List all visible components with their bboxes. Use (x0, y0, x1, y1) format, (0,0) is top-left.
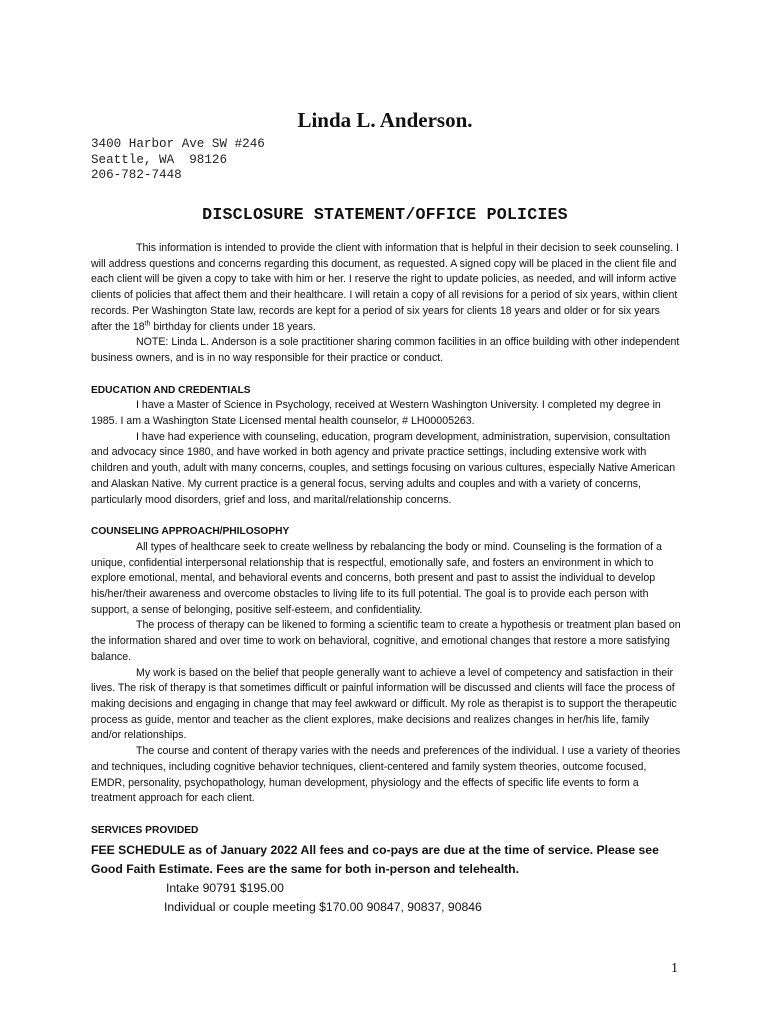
phone-number: 206-782-7448 (91, 168, 182, 182)
approach-paragraph-4: The course and content of therapy varies with the needs and preferences of the individual. I use a variety of theories and techniques, including cognitive behavior techniques, client-centered and family system theories, outcome focused, EMDR, personality, psychopathology, human development, physiology and the effects of specific life events to form a treatment approach for each client. (91, 745, 681, 805)
approach-heading: COUNSELING APPROACH/PHILOSOPHY (91, 526, 290, 538)
education-paragraph-1: I have a Master of Science in Psychology, received at Western Washington University. I completed my degree in 1985. I am a Washington State Licensed mental health counselor, # LH00005263. (91, 399, 661, 428)
intro-text-a: This information is intended to provide the client with information that is helpful in their decision to seek counseling. I will address questions and concerns regarding this document, as requested. A signed copy will be placed in the client file and each client will be given a copy to take with him or her. I reserve the right to update policies, as needed, and will inform active clients of policies that affect them and their healthcare. I will retain a copy of all revisions for a period of six years, within client records. Per Washington State law, records are kept for a period of six years for clients 18 years and older or for six years after the 18 (91, 242, 679, 333)
contact-block (91, 137, 265, 184)
services-heading: SERVICES PROVIDED (91, 824, 199, 836)
address-street: 3400 Harbor Ave SW #246 (91, 137, 265, 151)
intro-text-b: birthday for clients under 18 years. (150, 320, 316, 333)
fee-item-individual: Individual or couple meeting $170.00 90847, 90837, 90846 (164, 899, 482, 914)
note-paragraph: NOTE: Linda L. Anderson is a sole practitioner sharing common facilities in an office building with other independent business owners, and is in no way responsible for their practice or conduct. (91, 336, 680, 364)
intro-paragraph (91, 241, 681, 335)
fee-schedule-heading: FEE SCHEDULE as of January 2022 All fees and co-pays are due at the time of service. Please see Good Faith Estimate. Fees are the same for both in-person and telehealth. (91, 842, 659, 876)
education-heading: EDUCATION AND CREDENTIALS (91, 384, 251, 396)
approach-paragraph-2: The process of therapy can be likened to forming a scientific team to create a hypothesis or treatment plan based on the information shared and over time to work on behavioral, cognitive, and emotional changes that restore a more satisfying balance. (91, 619, 681, 663)
document-body (91, 241, 681, 917)
author-name: Linda L. Anderson. (297, 108, 473, 132)
page-number: 1 (671, 961, 678, 976)
ordinal-suffix: th (144, 319, 151, 327)
approach-paragraph-3: My work is based on the belief that people generally want to achieve a level of competency and satisfaction in their lives. The risk of therapy is that sometimes difficult or painful information will be discussed and clients will face the process of making decisions and engaging in change that may feel awkward or difficult. My role as therapist is to support the therapeutic process as guide, mentor and teacher as the client explores, make decisions and realizes changes in her/his life, family and/or relationships. (91, 666, 677, 742)
approach-paragraph-1: All types of healthcare seek to create wellness by rebalancing the body or mind. Counseling is the formation of a unique, confidential interpersonal relationship that is respectful, emotionally safe, and fosters an environment in which to explore emotional, mental, and behavioral events and concerns, both present and past to assist the individual to develop his/her/their awareness and overcome obstacles to living life to its full potential. The goal is to provide each person with support, a sense of belonging, positive self-esteem, and confidentiality. (91, 540, 662, 616)
document-title: DISCLOSURE STATEMENT/OFFICE POLICIES (202, 205, 568, 224)
education-paragraph-2: I have had experience with counseling, education, program development, administration, supervision, consultation and advocacy since 1980, and have worked in both agency and private practice settings, including extensive work with children and youth, adult with many concerns, couples, and settings focusing on various cultures, especially Native American and Alaskan Native. My current practice is a general focus, serving adults and couples and with a variety of concerns, particularly mood disorders, grief and loss, and marital/relationship concerns. (91, 430, 676, 506)
fee-item-intake: Intake 90791 $195.00 (166, 880, 284, 895)
address-city: Seattle, WA 98126 (91, 152, 228, 167)
